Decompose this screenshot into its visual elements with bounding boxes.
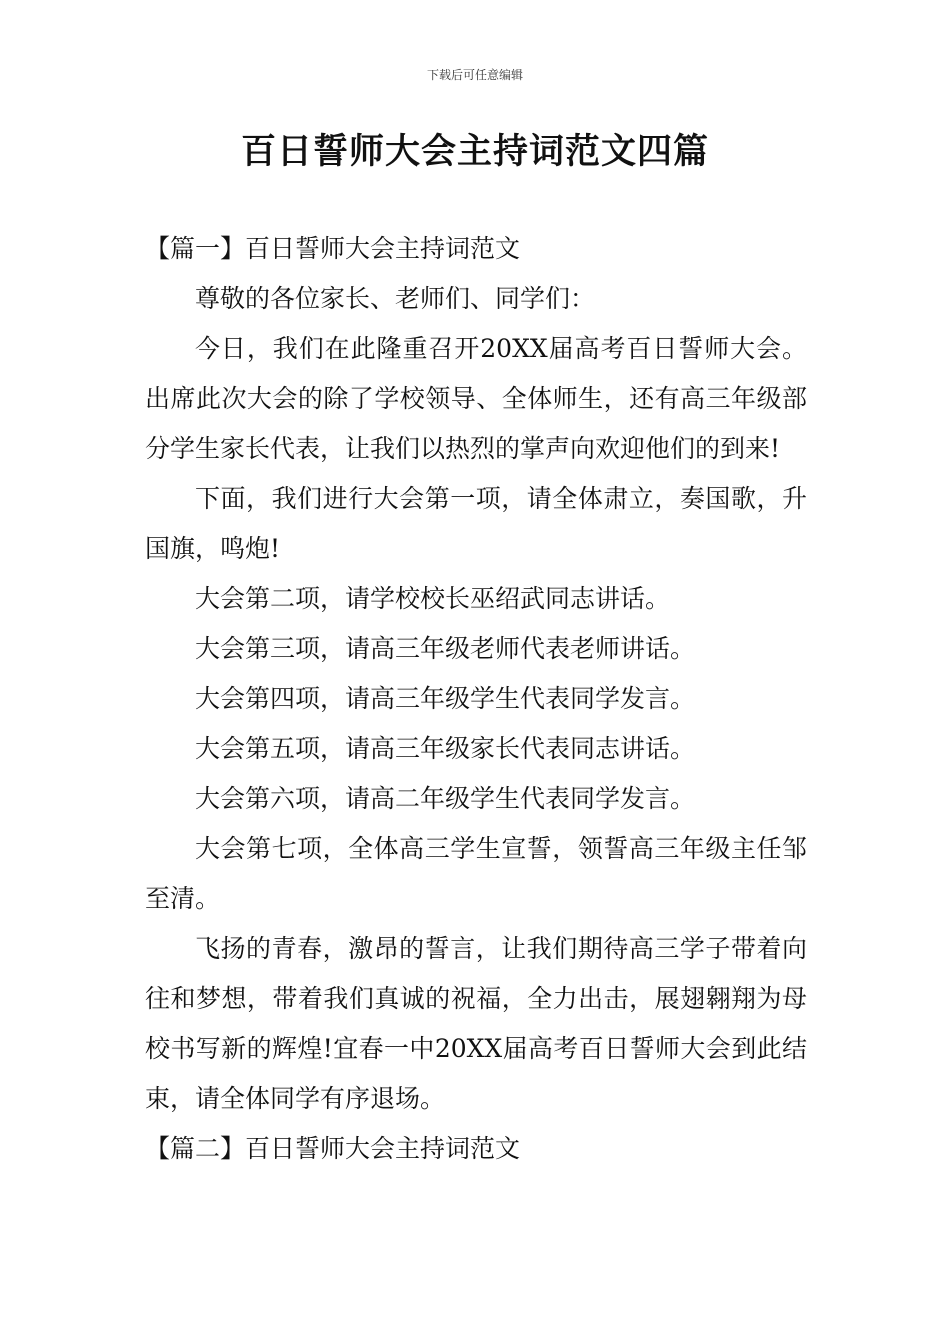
section-heading: 【篇一】百日誓师大会主持词范文 xyxy=(145,234,521,263)
document-body xyxy=(145,224,807,1174)
paragraph: 大会第四项，请高三年级学生代表同学发言。 xyxy=(195,684,696,713)
paragraph: 尊敬的各位家长、老师们、同学们： xyxy=(195,284,596,313)
document-title: 百日誓师大会主持词范文四篇 xyxy=(240,132,709,172)
paragraph: 大会第二项，请学校校长巫绍武同志讲话。 xyxy=(195,584,671,613)
paragraph: 大会第三项，请高三年级老师代表老师讲话。 xyxy=(195,634,696,663)
paragraph: 飞扬的青春，激昂的誓言，让我们期待高三学子带着向往和梦想，带着我们真诚的祝福，全力出击，展翅翱翔为母校书写新的辉煌!宜春一中20XX届高考百日誓师大会到此结束，请全体同学有序退场。 xyxy=(145,934,807,1113)
section-heading: 【篇二】百日誓师大会主持词范文 xyxy=(145,1134,521,1163)
paragraph: 大会第五项，请高三年级家长代表同志讲话。 xyxy=(195,734,696,763)
paragraph: 大会第七项，全体高三学生宣誓，领誓高三年级主任邹至清。 xyxy=(145,834,807,913)
paragraph: 大会第六项，请高二年级学生代表同学发言。 xyxy=(195,784,696,813)
header-note: 下载后可任意编辑 xyxy=(426,68,523,82)
paragraph: 下面，我们进行大会第一项，请全体肃立，奏国歌，升国旗，鸣炮! xyxy=(145,484,807,563)
paragraph: 今日，我们在此隆重召开20XX届高考百日誓师大会。出席此次大会的除了学校领导、全体师生，还有高三年级部分学生家长代表，让我们以热烈的掌声向欢迎他们的到来! xyxy=(145,334,807,463)
